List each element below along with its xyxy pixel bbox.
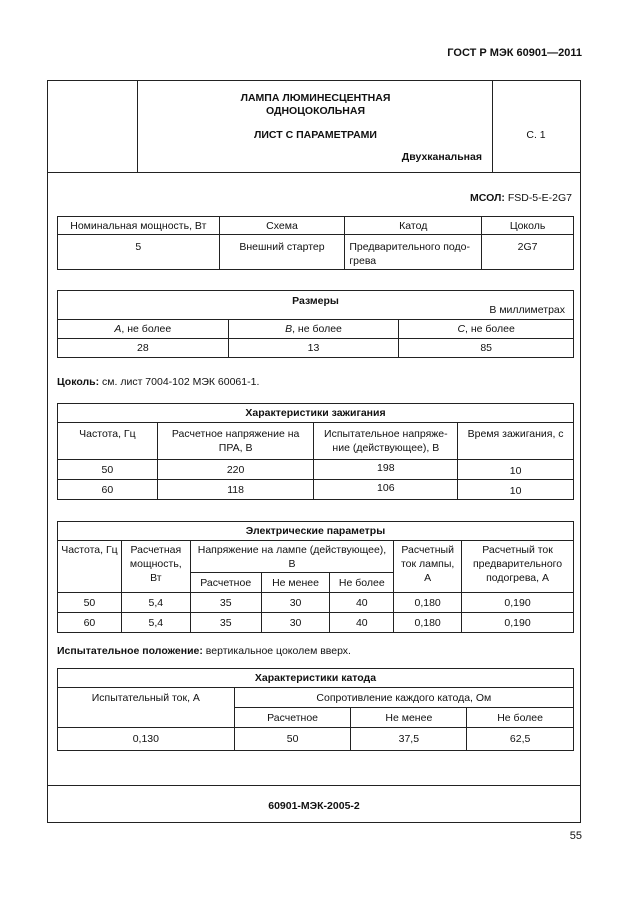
electrical-cell: 5,4 bbox=[121, 593, 190, 613]
mcol-value: FSD-5-E-2G7 bbox=[507, 192, 572, 204]
test-position-text: вертикальное цоколем вверх. bbox=[202, 645, 351, 657]
header-divider-right bbox=[492, 81, 493, 172]
ignition-title: Характеристики зажигания bbox=[58, 404, 574, 423]
cathode-subheader: Не более bbox=[467, 708, 574, 728]
ignition-cell: 10 bbox=[458, 460, 574, 480]
electrical-cell: 0,190 bbox=[462, 613, 574, 633]
dimensions-unit: В миллиметрах bbox=[489, 304, 565, 316]
electrical-header-voltage: Напряжение на лампе (действующее), В bbox=[190, 541, 393, 573]
sheet-title-line2: ОДНОЦОКОЛЬНАЯ bbox=[265, 105, 366, 117]
mcol-label: МСОЛ: bbox=[470, 192, 505, 204]
ignition-cell: 220 bbox=[157, 460, 314, 480]
general-cell: 2G7 bbox=[482, 235, 574, 270]
electrical-cell: 0,180 bbox=[394, 593, 462, 613]
cathode-subheader: Расчетное bbox=[234, 708, 351, 728]
general-header: Схема bbox=[219, 217, 345, 235]
electrical-cell: 30 bbox=[261, 613, 330, 633]
cathode-cell: 62,5 bbox=[467, 728, 574, 751]
electrical-header-power: Расчетная мощность, Вт bbox=[121, 541, 190, 593]
electrical-cell: 40 bbox=[330, 613, 394, 633]
ignition-header: Частота, Гц bbox=[58, 423, 158, 460]
ignition-header: Время зажигания, с bbox=[458, 423, 574, 460]
lamp-type: Двухканальная bbox=[401, 151, 482, 163]
general-header: Цоколь bbox=[482, 217, 574, 235]
cap-note-text: см. лист 7004-102 МЭК 60061-1. bbox=[99, 376, 260, 388]
electrical-cell: 5,4 bbox=[121, 613, 190, 633]
dimensions-title: Размеры bbox=[292, 295, 339, 307]
electrical-header-frequency: Частота, Гц bbox=[58, 541, 122, 593]
electrical-subheader: Не менее bbox=[261, 573, 330, 593]
dimensions-cell: 13 bbox=[228, 339, 399, 358]
electrical-header-preheat: Расчетный ток предварительного подогрева, А bbox=[462, 541, 574, 593]
cathode-cell: 50 bbox=[234, 728, 351, 751]
sheet-title-line1: ЛАМПА ЛЮМИНЕСЦЕНТНАЯ bbox=[240, 92, 391, 104]
cathode-title: Характеристики катода bbox=[58, 669, 574, 688]
footer-top-line bbox=[48, 785, 580, 786]
page-number: 55 bbox=[569, 830, 582, 842]
electrical-subheader: Не более bbox=[330, 573, 394, 593]
ignition-cell: 106 bbox=[314, 480, 458, 500]
electrical-title: Электрические параметры bbox=[58, 522, 574, 541]
general-header: Катод bbox=[345, 217, 482, 235]
electrical-cell: 30 bbox=[261, 593, 330, 613]
cathode-header-resistance: Сопротивление каждого катода, Ом bbox=[234, 688, 573, 708]
cap-note bbox=[57, 376, 259, 388]
electrical-cell: 40 bbox=[330, 593, 394, 613]
footer-code: 60901-МЭК-2005-2 bbox=[268, 800, 360, 812]
dimensions-table bbox=[57, 290, 574, 358]
general-cell: Внешний стартер bbox=[219, 235, 345, 270]
ignition-header: Испытательное напряже- ние (действующее), В bbox=[314, 423, 458, 460]
dimensions-cell: 28 bbox=[58, 339, 229, 358]
header-bottom-line bbox=[48, 172, 580, 173]
general-header: Номинальная мощность, Вт bbox=[58, 217, 220, 235]
general-cell: Предварительного подо- грева bbox=[345, 235, 482, 270]
electrical-cell: 60 bbox=[58, 613, 122, 633]
electrical-cell: 35 bbox=[190, 613, 261, 633]
ignition-table bbox=[57, 403, 574, 500]
electrical-cell: 35 bbox=[190, 593, 261, 613]
cathode-subheader: Не менее bbox=[351, 708, 467, 728]
dimensions-title-cell bbox=[58, 291, 574, 320]
electrical-table bbox=[57, 521, 574, 633]
general-table bbox=[57, 216, 574, 270]
electrical-cell: 0,190 bbox=[462, 593, 574, 613]
mcol-designation bbox=[470, 192, 572, 204]
dimensions-header: A, не более bbox=[58, 320, 229, 339]
cathode-cell: 37,5 bbox=[351, 728, 467, 751]
dimensions-header: B, не более bbox=[228, 320, 399, 339]
ignition-header: Расчетное напряжение на ПРА, В bbox=[157, 423, 314, 460]
dimensions-cell: 85 bbox=[399, 339, 574, 358]
electrical-subheader: Расчетное bbox=[190, 573, 261, 593]
electrical-cell: 50 bbox=[58, 593, 122, 613]
ignition-cell: 10 bbox=[458, 480, 574, 500]
header-divider-left bbox=[137, 81, 138, 172]
ignition-cell: 198 bbox=[314, 460, 458, 480]
test-position-label: Испытательное положение: bbox=[57, 645, 203, 657]
cathode-cell: 0,130 bbox=[58, 728, 235, 751]
electrical-cell: 0,180 bbox=[394, 613, 462, 633]
test-position-note bbox=[57, 645, 351, 657]
general-cell: 5 bbox=[58, 235, 220, 270]
ignition-cell: 118 bbox=[157, 480, 314, 500]
cap-note-label: Цоколь: bbox=[57, 376, 100, 388]
sheet-subtitle: ЛИСТ С ПАРАМЕТРАМИ bbox=[254, 129, 377, 141]
electrical-header-current: Расчетный ток лампы, А bbox=[394, 541, 462, 593]
cathode-header-current: Испытательный ток, А bbox=[58, 688, 235, 728]
document-code: ГОСТ Р МЭК 60901—2011 bbox=[447, 47, 582, 59]
sheet-number: С. 1 bbox=[526, 129, 546, 141]
dimensions-header: C, не более bbox=[399, 320, 574, 339]
cathode-table bbox=[57, 668, 574, 751]
ignition-cell: 60 bbox=[58, 480, 158, 500]
ignition-cell: 50 bbox=[58, 460, 158, 480]
